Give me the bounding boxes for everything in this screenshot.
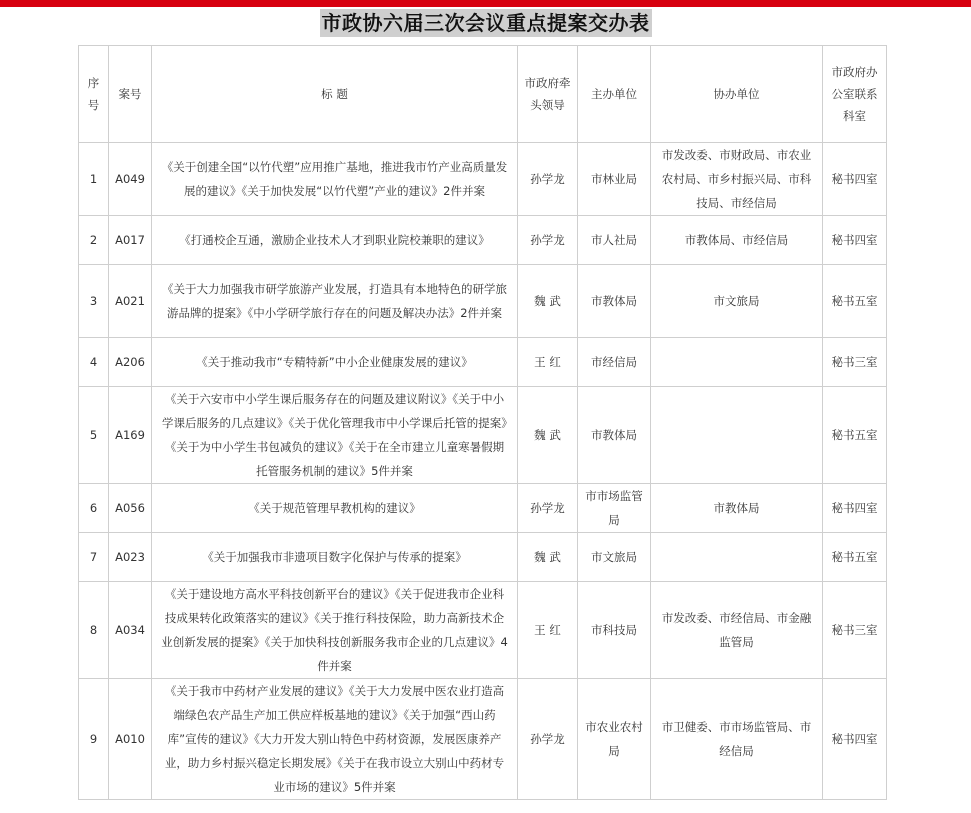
cell-main-unit: 市教体局 (578, 265, 651, 338)
cell-no: 5 (79, 387, 109, 484)
cell-no: 1 (79, 143, 109, 216)
cell-main-unit: 市农业农村局 (578, 679, 651, 800)
cell-assist-unit: 市发改委、市经信局、市金融监管局 (651, 582, 823, 679)
table-row (79, 484, 887, 533)
cell-main-unit: 市科技局 (578, 582, 651, 679)
cell-title: 《关于建设地方高水平科技创新平台的建议》《关于促进我市企业科技成果转化政策落实的建议》《关于推行科技保险，助力高新技术企业创新发展的提案》《关于加快科技创新服务我市企业的几点建议》4件并案 (152, 582, 518, 679)
title-wrap (0, 9, 971, 37)
cell-leader: 王 红 (518, 338, 578, 387)
cell-no: 7 (79, 533, 109, 582)
cell-assist-unit: 市发改委、市财政局、市农业农村局、市乡村振兴局、市科技局、市经信局 (651, 143, 823, 216)
cell-office: 秘书五室 (823, 533, 887, 582)
cell-no: 9 (79, 679, 109, 800)
cell-office: 秘书四室 (823, 143, 887, 216)
cell-title: 《关于规范管理早教机构的建议》 (152, 484, 518, 533)
proposal-table (78, 45, 887, 800)
header-main-unit: 主办单位 (578, 46, 651, 143)
cell-main-unit: 市经信局 (578, 338, 651, 387)
cell-main-unit: 市市场监管局 (578, 484, 651, 533)
cell-assist-unit (651, 387, 823, 484)
cell-title: 《关于创建全国“以竹代塑”应用推广基地，推进我市竹产业高质量发展的建议》《关于加快发展“以竹代塑”产业的建议》2件并案 (152, 143, 518, 216)
cell-office: 秘书四室 (823, 679, 887, 800)
cell-office: 秘书四室 (823, 216, 887, 265)
cell-no: 2 (79, 216, 109, 265)
cell-main-unit: 市文旅局 (578, 533, 651, 582)
table-row (79, 533, 887, 582)
header-case: 案号 (109, 46, 152, 143)
cell-title: 《关于推动我市“专精特新”中小企业健康发展的建议》 (152, 338, 518, 387)
cell-assist-unit (651, 533, 823, 582)
cell-assist-unit (651, 338, 823, 387)
cell-leader: 孙学龙 (518, 216, 578, 265)
cell-title: 《关于六安市中小学生课后服务存在的问题及建议附议》《关于中小学课后服务的几点建议》《关于优化管理我市中小学课后托管的提案》《关于为中小学生书包减负的建议》《关于在全市建立儿童寒暑假期托管服务机制的建议》5件并案 (152, 387, 518, 484)
cell-office: 秘书三室 (823, 582, 887, 679)
cell-title: 《关于大力加强我市研学旅游产业发展，打造具有本地特色的研学旅游品牌的提案》《中小学研学旅行存在的问题及解决办法》2件并案 (152, 265, 518, 338)
cell-case: A049 (109, 143, 152, 216)
header-row (79, 46, 887, 143)
cell-case: A010 (109, 679, 152, 800)
cell-assist-unit: 市教体局、市经信局 (651, 216, 823, 265)
cell-assist-unit: 市教体局 (651, 484, 823, 533)
cell-leader: 魏 武 (518, 265, 578, 338)
cell-case: A169 (109, 387, 152, 484)
cell-case: A206 (109, 338, 152, 387)
cell-office: 秘书五室 (823, 387, 887, 484)
header-office: 市政府办公室联系科室 (823, 46, 887, 143)
cell-case: A017 (109, 216, 152, 265)
cell-office: 秘书四室 (823, 484, 887, 533)
cell-leader: 孙学龙 (518, 679, 578, 800)
cell-leader: 孙学龙 (518, 484, 578, 533)
cell-leader: 魏 武 (518, 533, 578, 582)
cell-case: A034 (109, 582, 152, 679)
page-title: 市政协六届三次会议重点提案交办表 (321, 11, 650, 35)
cell-no: 4 (79, 338, 109, 387)
header-leader: 市政府牵头领导 (518, 46, 578, 143)
table-row (79, 582, 887, 679)
cell-title: 《打通校企互通，激励企业技术人才到职业院校兼职的建议》 (152, 216, 518, 265)
cell-office: 秘书五室 (823, 265, 887, 338)
cell-title: 《关于加强我市非遗项目数字化保护与传承的提案》 (152, 533, 518, 582)
table-row (79, 216, 887, 265)
cell-assist-unit: 市卫健委、市市场监管局、市经信局 (651, 679, 823, 800)
table-row (79, 265, 887, 338)
header-no: 序号 (79, 46, 109, 143)
cell-main-unit: 市人社局 (578, 216, 651, 265)
cell-office: 秘书三室 (823, 338, 887, 387)
table-row (79, 338, 887, 387)
cell-assist-unit: 市文旅局 (651, 265, 823, 338)
cell-main-unit: 市林业局 (578, 143, 651, 216)
cell-leader: 魏 武 (518, 387, 578, 484)
cell-title: 《关于我市中药材产业发展的建议》《关于大力发展中医农业打造高端绿色农产品生产加工供应样板基地的建议》《关于加强“西山药库”宣传的建议》《大力开发大别山特色中药材资源，发展医康养产业，助力乡村振兴稳定长期发展》《关于在我市设立大别山中药材专业市场的建议》5件并案 (152, 679, 518, 800)
cell-no: 6 (79, 484, 109, 533)
table-row (79, 387, 887, 484)
cell-leader: 孙学龙 (518, 143, 578, 216)
header-assist-unit: 协办单位 (651, 46, 823, 143)
cell-case: A021 (109, 265, 152, 338)
cell-case: A056 (109, 484, 152, 533)
cell-main-unit: 市教体局 (578, 387, 651, 484)
cell-case: A023 (109, 533, 152, 582)
table-row (79, 679, 887, 800)
header-title: 标 题 (152, 46, 518, 143)
cell-leader: 王 红 (518, 582, 578, 679)
table-row (79, 143, 887, 216)
top-accent-bar (0, 0, 971, 7)
cell-no: 8 (79, 582, 109, 679)
cell-no: 3 (79, 265, 109, 338)
